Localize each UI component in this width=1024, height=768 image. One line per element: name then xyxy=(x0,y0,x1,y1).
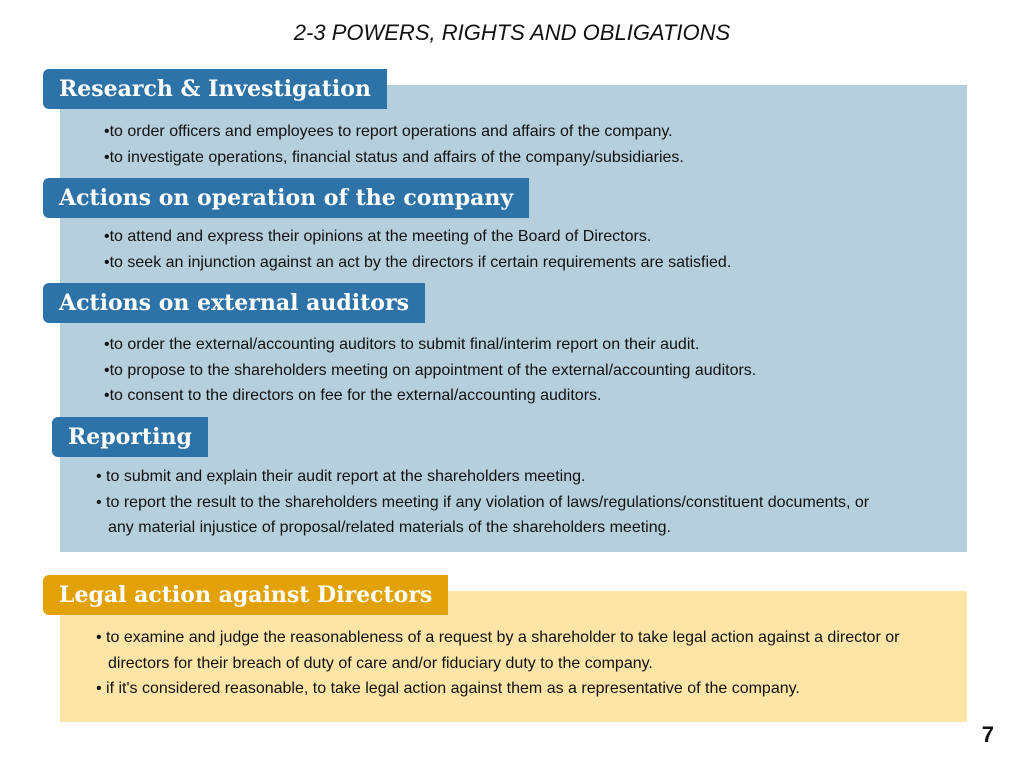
list-item: • to consent to the directors on fee for the external/accounting auditors. xyxy=(104,383,954,409)
section-list-research xyxy=(104,119,954,170)
page-number: 7 xyxy=(981,722,994,747)
section-heading-operation: Actions on operation of the company xyxy=(43,178,529,218)
section-heading-research: Research & Investigation xyxy=(43,69,387,109)
list-item: • to examine and judge the reasonableness of a request by a shareholder to take legal action against a director or directors for their breach of duty of care and/or fiduciary duty to the company. xyxy=(96,625,946,676)
section-list-reporting xyxy=(96,464,896,541)
section-heading-external-auditors: Actions on external auditors xyxy=(43,283,425,323)
page-title: 2-3 POWERS, RIGHTS AND OBLIGATIONS xyxy=(293,20,731,45)
list-item: • to attend and express their opinions at the meeting of the Board of Directors. xyxy=(104,224,954,250)
list-item: • to report the result to the shareholders meeting if any violation of laws/regulations/constituent documents, or any material injustice of proposal/related materials of the shareholders meeting. xyxy=(96,490,896,541)
section-heading-reporting: Reporting xyxy=(52,417,208,457)
list-item: • to propose to the shareholders meeting on appointment of the external/accounting auditors. xyxy=(104,358,954,384)
list-item: • if it's considered reasonable, to take legal action against them as a representative of the company. xyxy=(96,676,946,702)
list-item: • to seek an injunction against an act by the directors if certain requirements are satisfied. xyxy=(104,250,954,276)
section-list-external-auditors xyxy=(104,332,954,409)
list-item: • to investigate operations, financial status and affairs of the company/subsidiaries. xyxy=(104,145,954,171)
list-item: • to order officers and employees to report operations and affairs of the company. xyxy=(104,119,954,145)
list-item: • to submit and explain their audit report at the shareholders meeting. xyxy=(96,464,896,490)
list-item: • to order the external/accounting auditors to submit final/interim report on their audit. xyxy=(104,332,954,358)
section-list-operation xyxy=(104,224,954,275)
section-heading-legal-action: Legal action against Directors xyxy=(43,575,448,615)
section-list-legal-action xyxy=(96,625,946,702)
